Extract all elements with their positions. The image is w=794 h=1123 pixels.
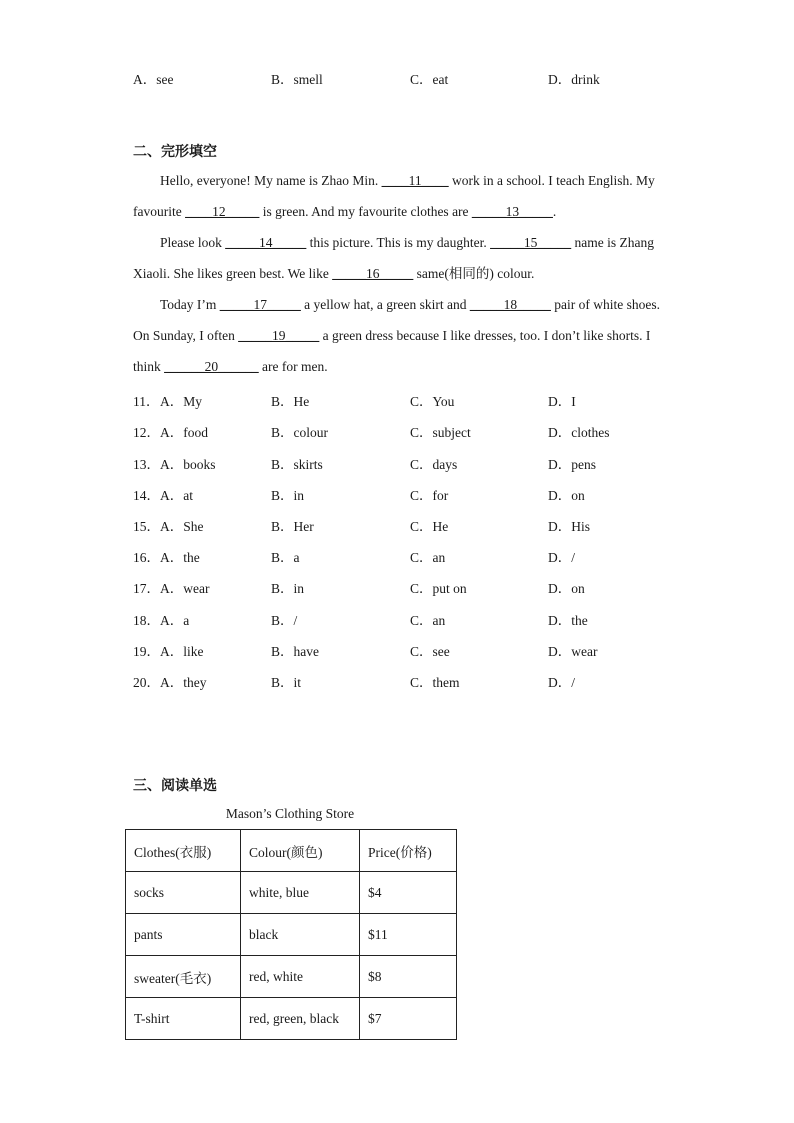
cell-clothes: sweater(毛衣) [126,956,241,998]
header-colour: Colour(颜色) [241,830,360,872]
option-b[interactable]: B．it [271,675,302,690]
option-a[interactable]: A．at [160,488,193,503]
cell-colour: black [241,914,360,956]
cell-price: $7 [360,998,457,1040]
option-c[interactable]: C．He [410,519,449,534]
option-d[interactable]: D．His [548,519,591,534]
question-number: 18． [133,613,160,628]
option-b[interactable]: B．smell [271,72,323,87]
option-d[interactable]: D．clothes [548,425,610,440]
option-d[interactable]: D．/ [548,550,575,565]
blank-14: _____14_____ [225,235,307,250]
blank-17: _____17_____ [219,297,301,312]
header-clothes: Clothes(衣服) [126,830,241,872]
section-3-title: 三、阅读单选 [133,778,217,794]
option-a[interactable]: A．like [160,644,204,659]
cell-price: $8 [360,956,457,998]
question-number: 17． [133,581,160,596]
cell-price: $11 [360,914,457,956]
question-row [133,577,653,597]
option-a[interactable]: A．My [160,394,203,409]
option-c[interactable]: C．put on [410,581,467,596]
table-row [126,956,457,998]
option-b[interactable]: B．colour [271,425,328,440]
passage-paragraph-1: Hello, everyone! My name is Zhao Min. ____11____ work in a school. I teach English. My favourite ____12_____ is green. And my favourite clothes are _____13_____. [133,173,655,219]
option-b[interactable]: B．in [271,581,305,596]
clothing-price-table [125,829,457,1040]
question-number: 11． [133,394,160,409]
question-row [133,390,653,410]
blank-15: _____15_____ [490,235,572,250]
blank-12: ____12_____ [185,204,260,219]
option-b[interactable]: B．He [271,394,310,409]
question-row [133,484,653,504]
question-row [133,421,653,441]
blank-13: _____13_____ [471,204,553,219]
option-a[interactable]: A．they [160,675,207,690]
option-c[interactable]: C．subject [410,425,471,440]
option-c[interactable]: C．You [410,394,455,409]
option-b[interactable]: B．in [271,488,305,503]
question-number: 13． [133,457,160,472]
passage-paragraph-2: Please look _____14_____ this picture. This is my daughter. _____15_____ name is Zhang Xiaoli. She likes green best. We like _____16_____ same(相同的) colour. [133,235,654,281]
question-row [133,640,653,660]
blank-16: _____16_____ [332,266,414,281]
option-c[interactable]: C．them [410,675,460,690]
option-d[interactable]: D．on [548,488,585,503]
option-d[interactable]: D．on [548,581,585,596]
option-c[interactable]: C．see [410,644,450,659]
option-b[interactable]: B．have [271,644,319,659]
cell-price: $4 [360,872,457,914]
option-d[interactable]: D．/ [548,675,575,690]
table-row [126,998,457,1040]
question-number: 15． [133,519,160,534]
option-c[interactable]: C．an [410,550,446,565]
option-a[interactable]: A．food [160,425,208,440]
option-b[interactable]: B．/ [271,613,298,628]
option-d[interactable]: D．wear [548,644,598,659]
cell-colour: white, blue [241,872,360,914]
question-row [133,609,653,629]
question-number: 12． [133,425,160,440]
option-c[interactable]: C．days [410,457,458,472]
option-c[interactable]: C．an [410,613,446,628]
passage-paragraph-3: Today I’m _____17_____ a yellow hat, a green skirt and _____18_____ pair of white shoes. On Sunday, I often _____19_____ a green dress because I like dresses, too. I don’t like shorts. I think ______20______ are for men. [133,297,660,374]
cloze-passage [133,165,663,382]
option-d[interactable]: D．pens [548,457,596,472]
option-a[interactable]: A．see [133,72,174,87]
table-row [126,914,457,956]
cell-colour: red, white [241,956,360,998]
option-a[interactable]: A．wear [160,581,210,596]
table-row [126,872,457,914]
blank-19: _____19_____ [238,328,320,343]
blank-20: ______20______ [164,359,259,374]
option-a[interactable]: A．books [160,457,216,472]
question-number: 20． [133,675,160,690]
cell-clothes: T-shirt [126,998,241,1040]
option-b[interactable]: B．Her [271,519,314,534]
option-c[interactable]: C．eat [410,72,449,87]
option-a[interactable]: A．the [160,550,200,565]
header-price: Price(价格) [360,830,457,872]
cell-clothes: socks [126,872,241,914]
question-row [133,515,653,535]
question-number: 16． [133,550,160,565]
table-header-row [126,830,457,872]
blank-11: ____11____ [381,173,449,188]
option-c[interactable]: C．for [410,488,449,503]
question-row [133,671,653,691]
option-d[interactable]: D．the [548,613,588,628]
table-title: Mason’s Clothing Store [225,806,355,821]
option-d[interactable]: D．drink [548,72,600,87]
q10-options [133,68,653,88]
option-b[interactable]: B．a [271,550,300,565]
option-a[interactable]: A．She [160,519,204,534]
option-d[interactable]: D．I [548,394,576,409]
question-row [133,546,653,566]
section-2-title: 二、完形填空 [133,144,217,160]
question-number: 19． [133,644,160,659]
cell-clothes: pants [126,914,241,956]
option-b[interactable]: B．skirts [271,457,323,472]
blank-18: _____18_____ [469,297,551,312]
question-row [133,453,653,473]
option-a[interactable]: A．a [160,613,190,628]
cell-colour: red, green, black [241,998,360,1040]
question-number: 14． [133,488,160,503]
